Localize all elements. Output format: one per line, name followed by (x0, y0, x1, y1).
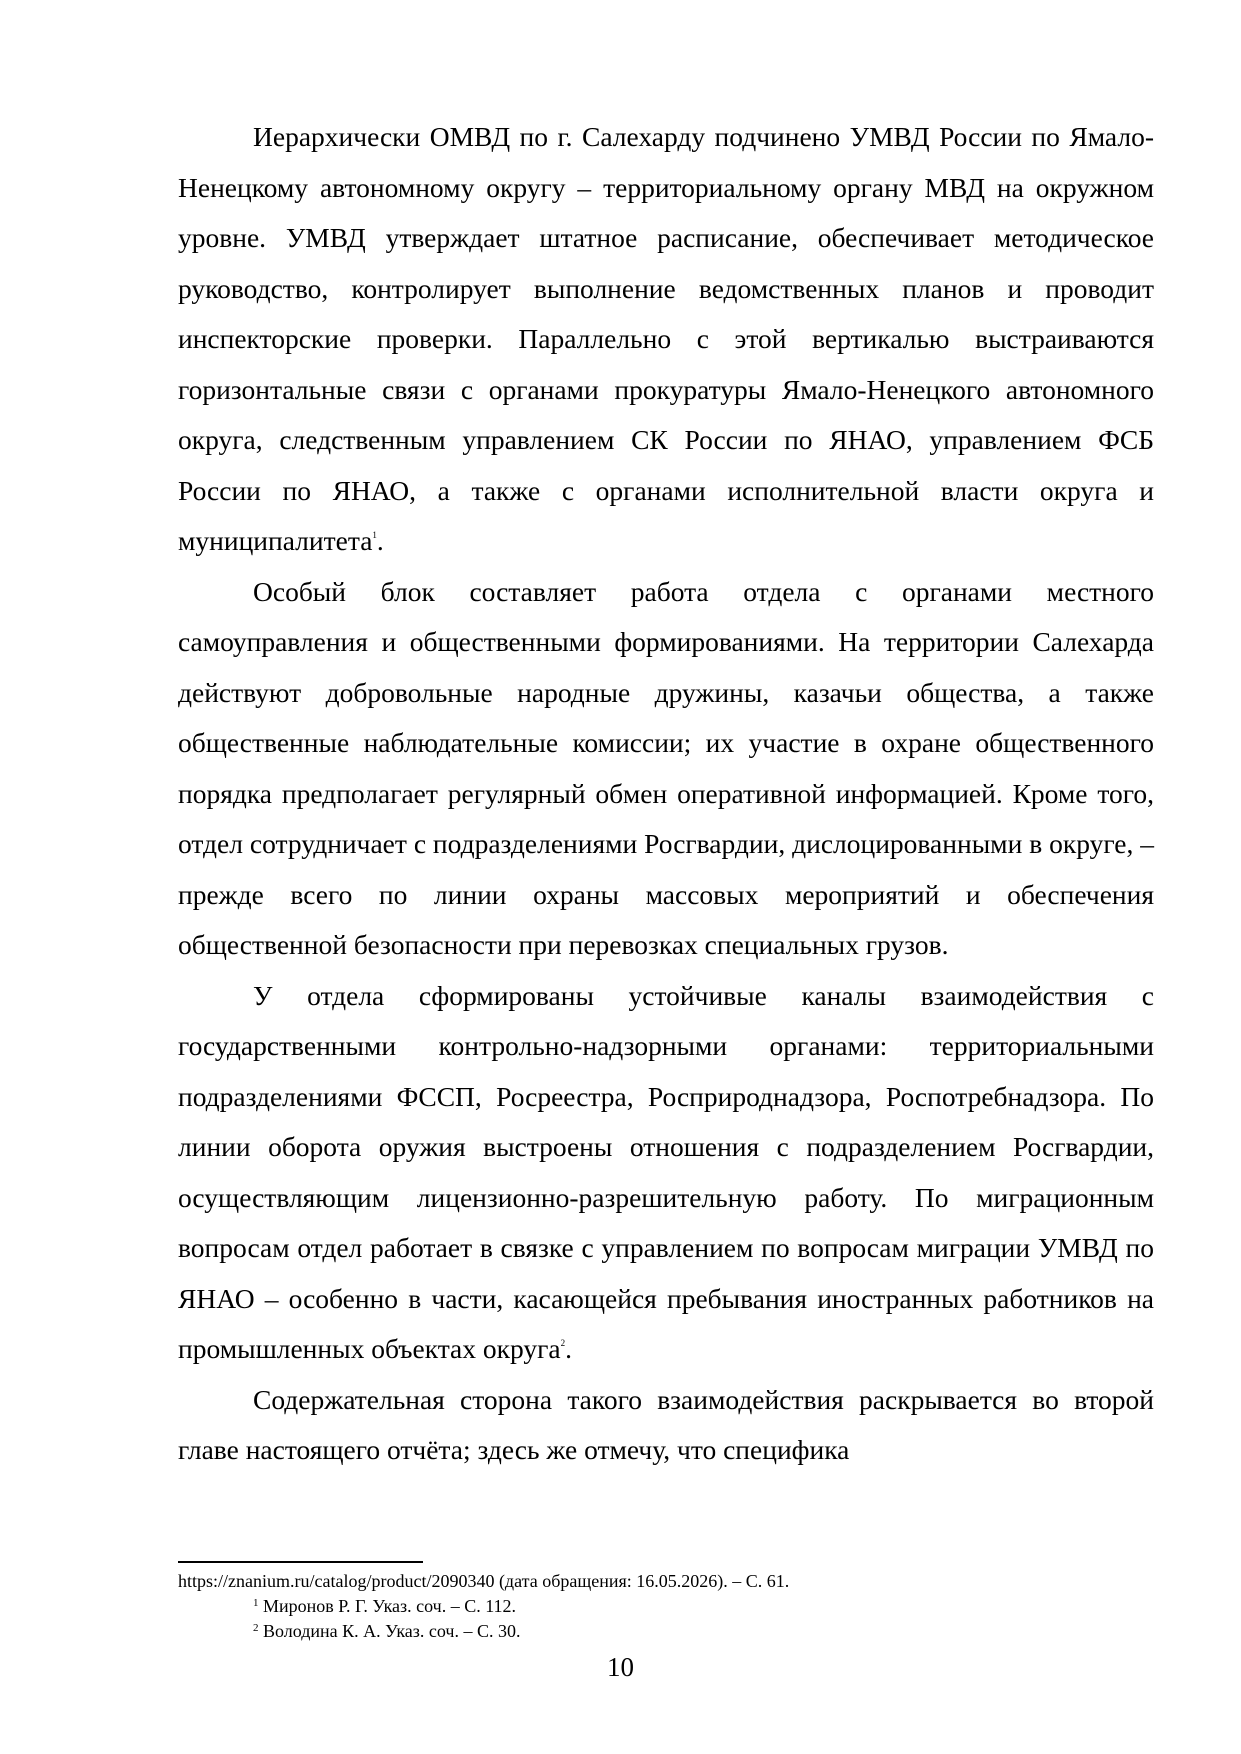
page-number: 10 (607, 1652, 634, 1682)
paragraph-end: . (376, 525, 384, 556)
footnote-reference[interactable]: 2 (560, 1338, 566, 1348)
paragraph-text: У отдела сформированы устойчивые каналы взаимодействия с государственными контрольно-надзорными органами: территориальными подразделениями ФССП, Росреестра, Росприроднадзора, Роспотребнадзора. По линии оборота оружия выстроены отношения с подразделением Росгвардии, осуществляющим лицензионно-разрешительную работу. По миграционным вопросам отдел работает в связке с управлением по вопросам миграции УМВД по ЯНАО – особенно в части, касающейся пребывания иностранных работников на промышленных объектах округа (178, 979, 1154, 1364)
footnote-separator (178, 1561, 423, 1563)
paragraph-text: Содержательная сторона такого взаимодействия раскрывается во второй главе настоящего отчёта; здесь же отмечу, что специфика (178, 1383, 1154, 1465)
footnote-2 (178, 1619, 1154, 1644)
footnote-mark: 2 (253, 1622, 259, 1634)
footnote-continuation: https://znanium.ru/catalog/product/2090340 (дата обращения: 16.05.2026). – С. 61. (178, 1571, 790, 1591)
body-text (178, 112, 1154, 1476)
footnotes (178, 1569, 1154, 1644)
paragraph-local-government (178, 567, 1154, 971)
paragraph-end: . (565, 1333, 572, 1364)
paragraph-hierarchy (178, 112, 1154, 567)
footnote-reference[interactable]: 1 (372, 530, 377, 540)
paragraph-text: Иерархически ОМВД по г. Салехарду подчинено УМВД России по Ямало-Ненецкому автономному округу – территориальному органу МВД на окружном уровне. УМВД утверждает штатное расписание, обеспечивает методическое руководство, контролирует выполнение ведомственных планов и проводит инспекторские проверки. Параллельно с этой вертикалью выстраиваются горизонтальные связи с органами прокуратуры Ямало-Ненецкого автономного округа, следственным управлением СК России по ЯНАО, управлением ФСБ России по ЯНАО, а также с органами исполнительной власти округа и муниципалитета (178, 121, 1154, 556)
footnote-1 (178, 1594, 1154, 1619)
paragraph-text: Особый блок составляет работа отдела с органами местного самоуправления и общественными формированиями. На территории Салехарда действуют добровольные народные дружины, казачьи общества, а также общественные наблюдательные комиссии; их участие в охране общественного порядка предполагает регулярный обмен оперативной информацией. Кроме того, отдел сотрудничает с подразделениями Росгвардии, дислоцированными в округе, – прежде всего по линии охраны массовых мероприятий и обеспечения общественной безопасности при перевозках специальных грузов. (178, 575, 1154, 960)
footnote-mark: 1 (253, 1597, 259, 1609)
paragraph-control-agencies (178, 971, 1154, 1375)
footnote-text: Володина К. А. Указ. соч. – С. 30. (258, 1621, 521, 1641)
paragraph-content-side (178, 1375, 1154, 1476)
footnote-text: Миронов Р. Г. Указ. соч. – С. 112. (258, 1596, 517, 1616)
